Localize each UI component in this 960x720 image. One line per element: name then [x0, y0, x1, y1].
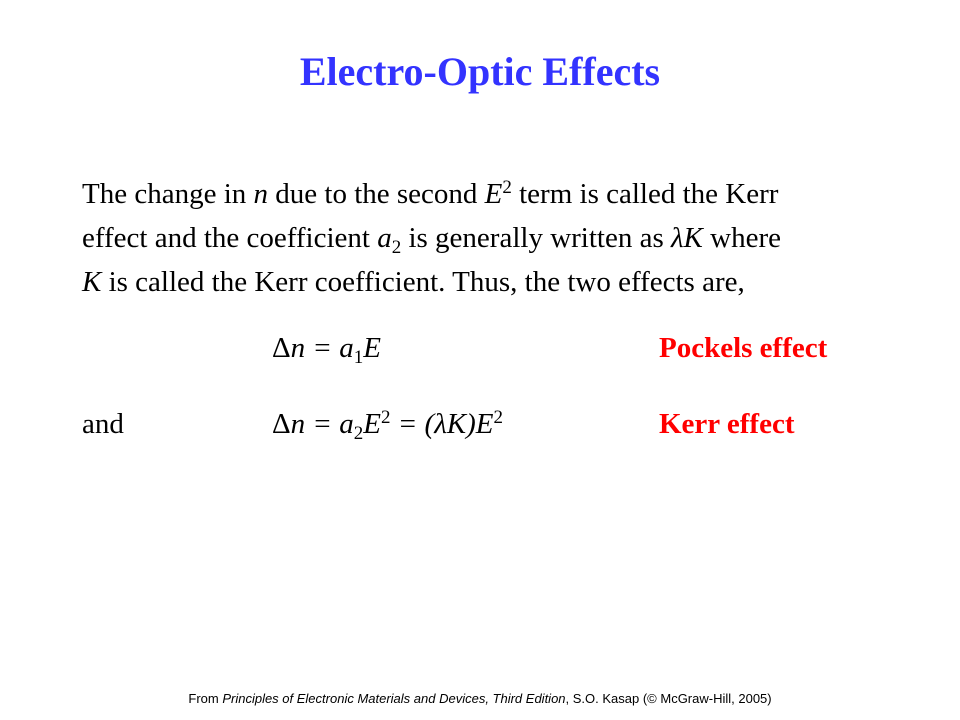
- var-E: E: [363, 408, 381, 440]
- equals-paren: = (: [390, 408, 435, 440]
- var-E: E: [475, 408, 494, 440]
- var-lambda-K: λK: [434, 408, 467, 440]
- equals-sign: =: [305, 332, 340, 364]
- kerr-effect-label: Kerr effect: [659, 408, 795, 440]
- text-run: where: [702, 222, 781, 254]
- paragraph-line-2: [82, 216, 902, 260]
- var-n: n: [290, 408, 306, 440]
- kerr-equation-row: [82, 402, 882, 446]
- var-K: K: [82, 266, 102, 298]
- text-run: The change in: [82, 178, 254, 210]
- pockels-equation-row: [82, 326, 882, 370]
- source-footer: [0, 690, 960, 708]
- var-a: a: [339, 408, 354, 440]
- var-lambda-K: λK: [671, 222, 703, 254]
- kerr-expression: [272, 402, 503, 446]
- text-run: due to the second: [268, 178, 485, 210]
- paragraph-line-1: [82, 172, 902, 216]
- text-run: term is called the Kerr: [511, 178, 779, 210]
- var-E: E: [484, 178, 503, 210]
- pockels-expression: [272, 326, 381, 370]
- subscript: 1: [353, 347, 364, 368]
- equals-sign: =: [305, 408, 340, 440]
- text-run: effect and the coefficient: [82, 222, 378, 254]
- delta-symbol: Δ: [272, 332, 291, 364]
- subscript: 2: [391, 237, 402, 258]
- footer-book-title: Principles of Electronic Materials and Devices, Third Edition: [222, 691, 566, 706]
- text-run: is called the Kerr coefficient. Thus, the two effects are,: [101, 266, 745, 298]
- footer-from: From: [188, 691, 223, 706]
- delta-symbol: Δ: [272, 408, 291, 440]
- and-label: and: [82, 408, 124, 440]
- body-paragraph: [82, 172, 902, 304]
- paragraph-line-3: [82, 260, 902, 304]
- text-run: is generally written as: [401, 222, 671, 254]
- pockels-effect-label: Pockels effect: [659, 332, 828, 364]
- var-n: n: [253, 178, 269, 210]
- slide-title: Electro-Optic Effects: [299, 49, 661, 94]
- var-a: a: [377, 222, 392, 254]
- superscript: 2: [380, 407, 391, 428]
- var-a: a: [339, 332, 354, 364]
- superscript: 2: [493, 407, 503, 428]
- var-n: n: [290, 332, 306, 364]
- close-paren: ): [466, 408, 476, 440]
- superscript: 2: [502, 177, 512, 198]
- var-E: E: [363, 332, 381, 364]
- footer-author: , S.O. Kasap (© McGraw-Hill, 2005): [565, 691, 772, 706]
- subscript: 2: [353, 423, 364, 444]
